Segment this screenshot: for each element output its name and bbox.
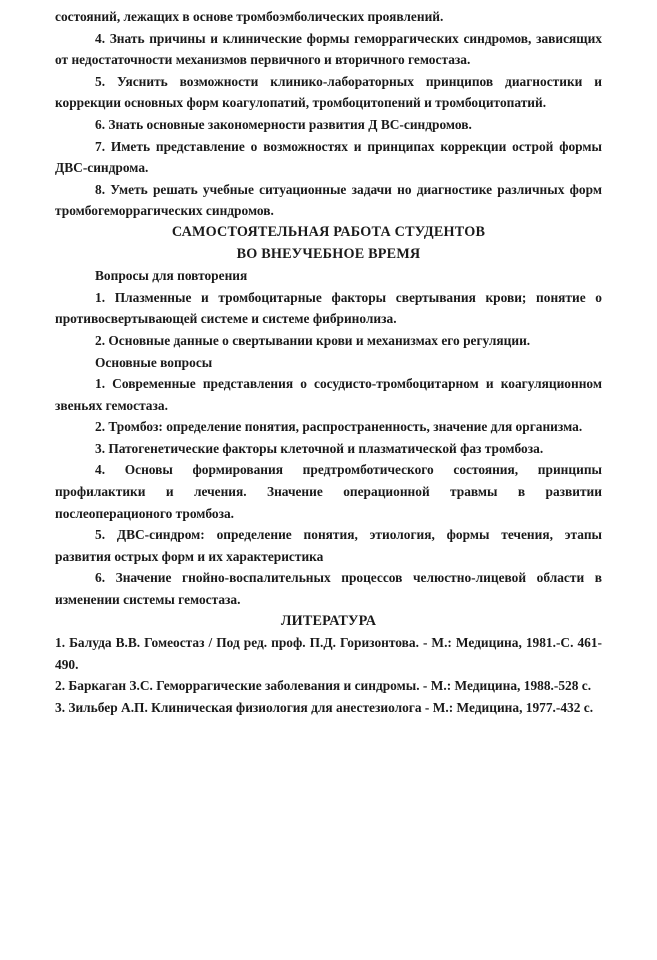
- main-questions-heading: Основные вопросы: [95, 354, 213, 370]
- section-title-line-2: ВО ВНЕУЧЕБНОЕ ВРЕМЯ: [236, 245, 421, 262]
- reference-item: 1. Балуда В.В. Гомеостаз / Под ред. проф. П.Д. Горизонтова. - М.: Медицина, 1981.-С. 461-490.: [55, 635, 602, 672]
- main-question-item: 4. Основы формирования предтромботического состояния, принципы профилактики и лечения. Значение операционной травмы в развитии послеоперационого тромбоза.: [55, 462, 602, 521]
- main-question-item: 5. ДВС-синдром: определение понятия, этиология, формы течения, этапы развития острых форм и их характеристика: [55, 527, 602, 564]
- main-question-item: 6. Значение гнойно-воспалительных процессов челюстно-лицевой области в изменении системы гемостаза.: [55, 570, 602, 608]
- main-question-item: 3. Патогенетические факторы клеточной и плазматической фаз тромбоза.: [95, 440, 544, 456]
- objective-item: 7. Иметь представление о возможностях и принципах коррекции острой формы ДВС-синдрома.: [55, 138, 602, 176]
- main-question-item: 1. Современные представления о сосудисто-тромбоцитарном и коагуляционном звеньях гемостаза.: [55, 376, 602, 413]
- objective-item: 6. Знать основные закономерности развития Д ВС-синдромов.: [95, 116, 472, 132]
- paragraph-continuation: состояний, лежащих в основе тромбоэмболических проявлений.: [55, 9, 444, 24]
- review-question-item: 1. Плазменные и тромбоцитарные факторы свертывания крови; понятие о противосвертывающей системе и системе фибринолиза.: [55, 289, 602, 327]
- reference-item: 2. Баркаган З.С. Геморрагические заболевания и синдромы. - М.: Медицина, 1988.-528 с.: [55, 678, 592, 694]
- literature-title: ЛИТЕРАТУРА: [280, 612, 377, 629]
- section-title-line-1: САМОСТОЯТЕЛЬНАЯ РАБОТА СТУДЕНТОВ: [171, 223, 486, 240]
- reference-item: 3. Зильбер А.П. Клиническая физиология для анестезиолога - М.: Медицина, 1977.-432 с.: [55, 700, 594, 715]
- review-question-item: 2. Основные данные о свертывании крови и механизмах его регуляции.: [95, 332, 531, 348]
- review-questions-heading: Вопросы для повторения: [95, 268, 248, 284]
- main-question-item: 2. Тромбоз: определение понятия, распространенность, значение для организма.: [95, 419, 583, 435]
- objective-item: 8. Уметь решать учебные ситуационные задачи но диагностике различных форм тромбогеморрагических синдромов.: [55, 181, 602, 219]
- objective-item: 5. Уяснить возможности клинико-лабораторных принципов диагностики и коррекции основных форм коагулопатий, тромбоцитопений и тромбоцитопатий.: [55, 73, 602, 111]
- objective-item: 4. Знать причины и клинические формы геморрагических синдромов, зависящих от недостаточности механизмов первичного и вторичного гемостаза.: [55, 30, 602, 68]
- document-page: [55, 6, 602, 719]
